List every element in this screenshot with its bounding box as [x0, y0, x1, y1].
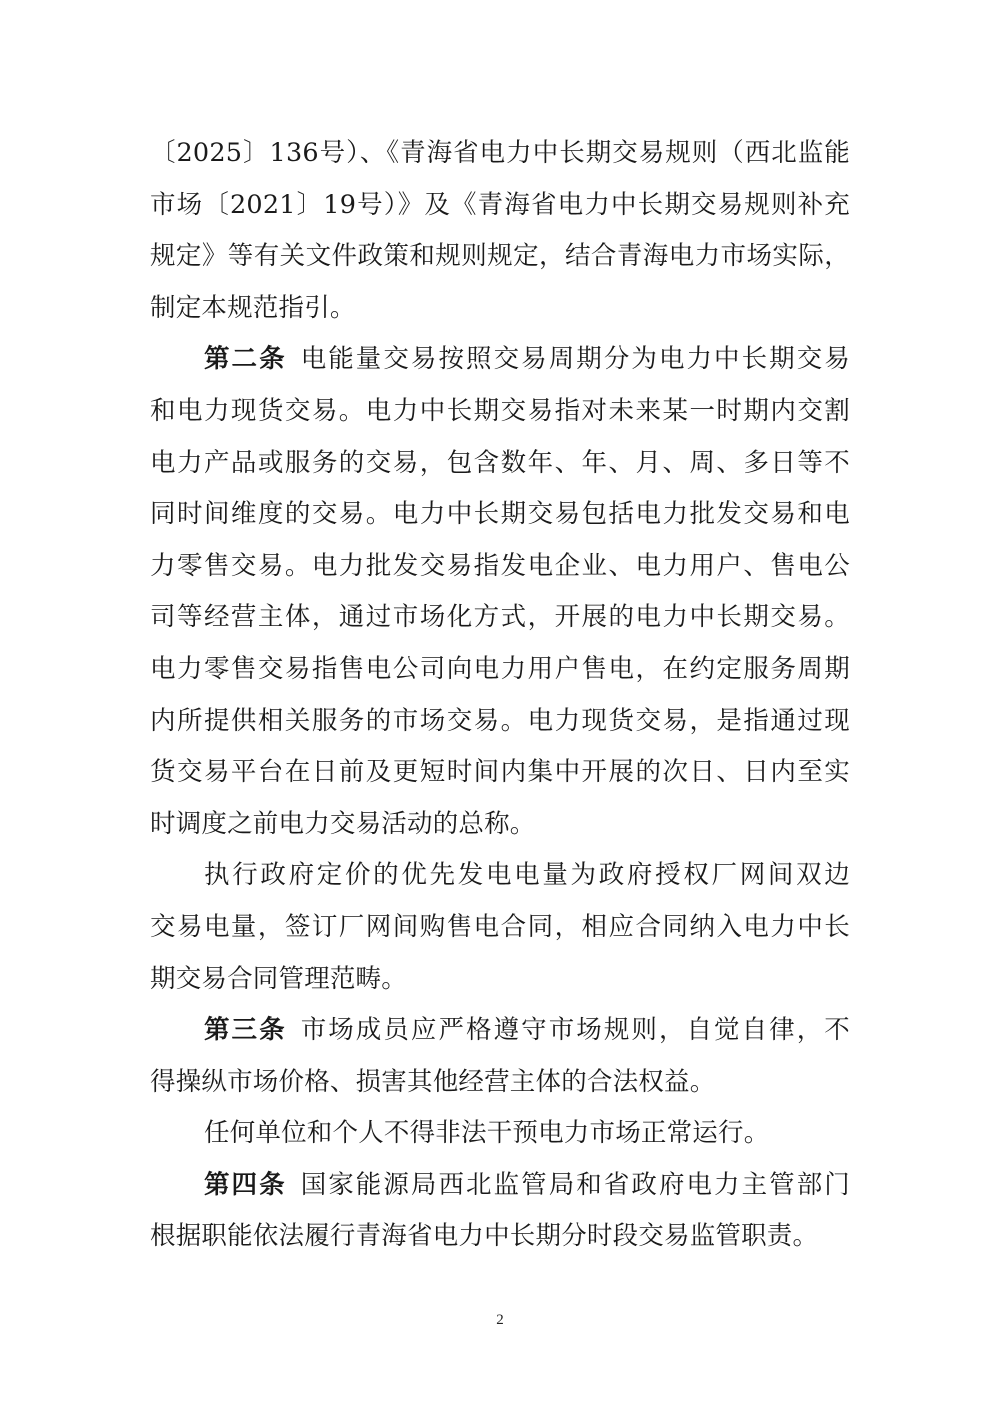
text-line: 电力零售交易指售电公司向电力用户售电，在约定服务周期: [150, 653, 850, 684]
article-3-first-line: [150, 1005, 850, 1057]
text-line: 时调度之前电力交易活动的总称。: [150, 808, 536, 839]
text-line: 得操纵市场价格、损害其他经营主体的合法权益。: [150, 1066, 716, 1097]
text-line: 同时间维度的交易。电力中长期交易包括电力批发交易和电: [150, 499, 850, 530]
text-line: 和电力现货交易。电力中长期交易指对未来某一时期内交割: [150, 395, 850, 426]
article-4-heading: 第四条: [204, 1169, 287, 1200]
text-line: 市场〔2021〕19号）》及《青海省电力中长期交易规则补充: [150, 189, 850, 220]
text-line: 力零售交易。电力批发交易指发电企业、电力用户、售电公: [150, 550, 850, 581]
text-span: 电能量交易按照交易周期分为电力中长期交易: [300, 344, 850, 375]
article-2-heading: 第二条: [204, 344, 287, 375]
article-3-heading: 第三条: [204, 1015, 287, 1046]
text-line: 规定》等有关文件政策和规则规定，结合青海电力市场实际，: [150, 241, 850, 272]
text-line: 交易电量，签订厂网间购售电合同，相应合同纳入电力中长: [150, 911, 850, 942]
article-4-first-line: [150, 1160, 850, 1212]
text-line: 执行政府定价的优先发电电量为政府授权厂网间双边: [204, 860, 850, 891]
text-line: 任何单位和个人不得非法干预电力市场正常运行。: [204, 1118, 770, 1149]
page-number: 2: [496, 1312, 504, 1328]
text-span: 市场成员应严格遵守市场规则，自觉自律，不: [300, 1015, 850, 1046]
text-line: 根据职能依法履行青海省电力中长期分时段交易监管职责。: [150, 1221, 819, 1252]
text-line: 司等经营主体，通过市场化方式，开展的电力中长期交易。: [150, 602, 850, 633]
text-span: 国家能源局西北监管局和省政府电力主管部门: [300, 1169, 850, 1200]
text-line: 期交易合同管理范畴。: [150, 963, 408, 994]
text-line: 〔2025〕136号）、《青海省电力中长期交易规则（西北监能: [150, 138, 850, 168]
text-line: 内所提供相关服务的市场交易。电力现货交易，是指通过现: [150, 705, 850, 736]
text-line: 货交易平台在日前及更短时间内集中开展的次日、日内至实: [150, 757, 850, 788]
document-body: [150, 128, 850, 1263]
text-line: 制定本规范指引。: [150, 292, 356, 323]
article-2-first-line: [150, 334, 850, 386]
text-line: 电力产品或服务的交易，包含数年、年、月、周、多日等不: [150, 447, 850, 478]
